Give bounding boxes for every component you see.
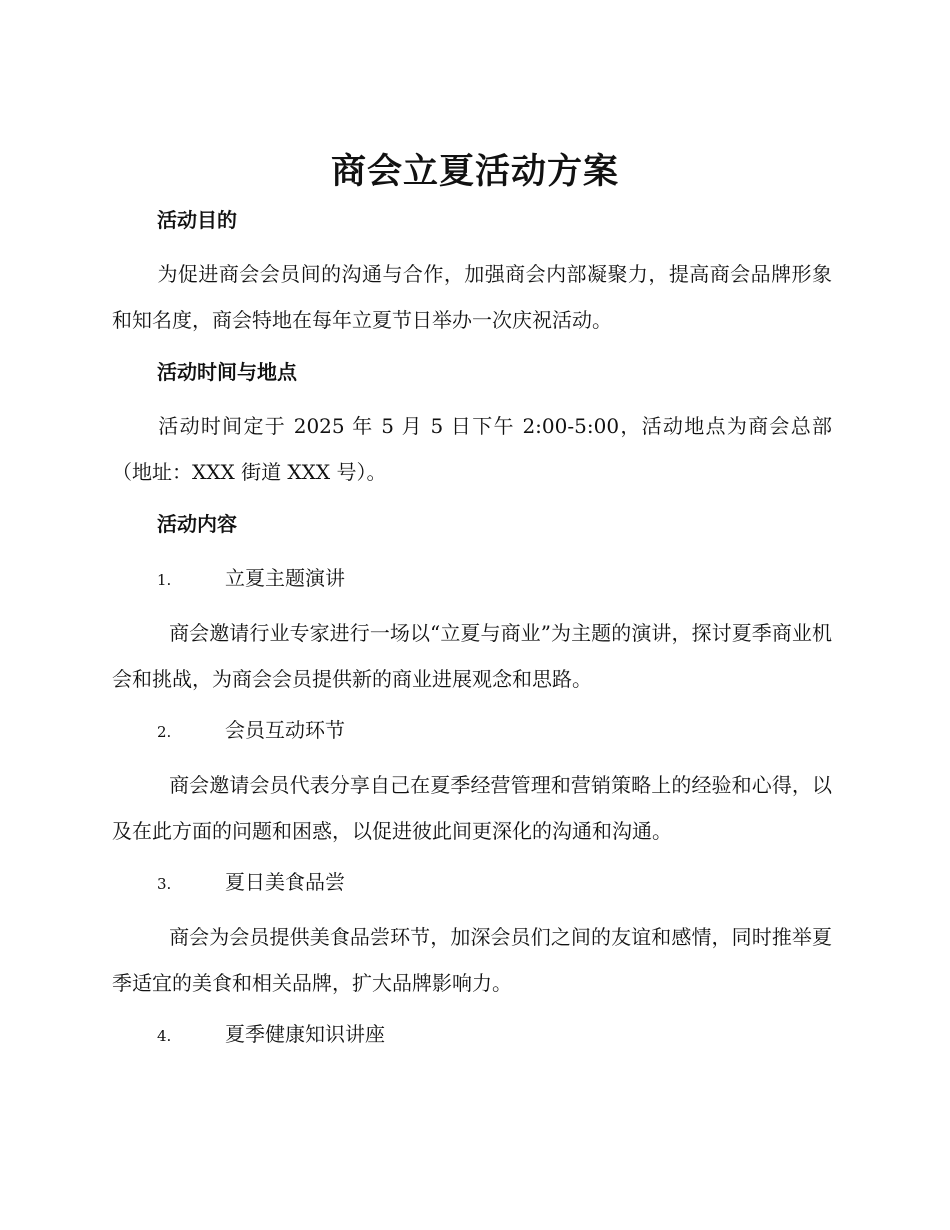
list-item-number: 3. xyxy=(157,875,172,893)
section-heading-content: 活动内容 xyxy=(157,512,237,536)
section-heading-time-place: 活动时间与地点 xyxy=(157,360,297,384)
paragraph-text: 商会邀请行业专家进行一场以“立夏与商业”为主题的演讲，探讨夏季商业机会和挑战，为商会会员提供新的商业进展观念和思路。 xyxy=(112,621,832,691)
list-item-number: 1. xyxy=(157,571,172,589)
list-item-number: 4. xyxy=(157,1027,172,1045)
list-item-title: 夏季健康知识讲座 xyxy=(225,1022,385,1046)
list-item-4 xyxy=(157,1020,385,1050)
list-item-paragraph-1 xyxy=(112,610,832,702)
list-item-number: 2. xyxy=(157,723,172,741)
list-item-paragraph-2 xyxy=(112,762,832,854)
document-title: 商会立夏活动方案 xyxy=(330,152,619,192)
section-paragraph-time-place xyxy=(112,403,832,495)
list-item-title: 夏日美食品尝 xyxy=(225,870,345,894)
section-paragraph-purpose xyxy=(112,251,832,343)
section-heading-purpose: 活动目的 xyxy=(157,208,237,232)
list-item-title: 会员互动环节 xyxy=(225,718,345,742)
list-item-title: 立夏主题演讲 xyxy=(225,566,345,590)
list-item-2 xyxy=(157,716,345,746)
list-item-1 xyxy=(157,564,345,594)
paragraph-text: 商会邀请会员代表分享自己在夏季经营管理和营销策略上的经验和心得，以及在此方面的问题和困惑，以促进彼此间更深化的沟通和沟通。 xyxy=(112,773,832,843)
list-item-3 xyxy=(157,868,345,898)
paragraph-text: 活动时间定于 2025 年 5 月 5 日下午 2:00-5:00，活动地点为商会总部（地址：XXX 街道 XXX 号）。 xyxy=(112,414,832,484)
list-item-paragraph-3 xyxy=(112,914,832,1006)
paragraph-text: 为促进商会会员间的沟通与合作，加强商会内部凝聚力，提高商会品牌形象和知名度，商会特地在每年立夏节日举办一次庆祝活动。 xyxy=(112,262,832,332)
paragraph-text: 商会为会员提供美食品尝环节，加深会员们之间的友谊和感情，同时推举夏季适宜的美食和相关品牌，扩大品牌影响力。 xyxy=(112,925,832,995)
